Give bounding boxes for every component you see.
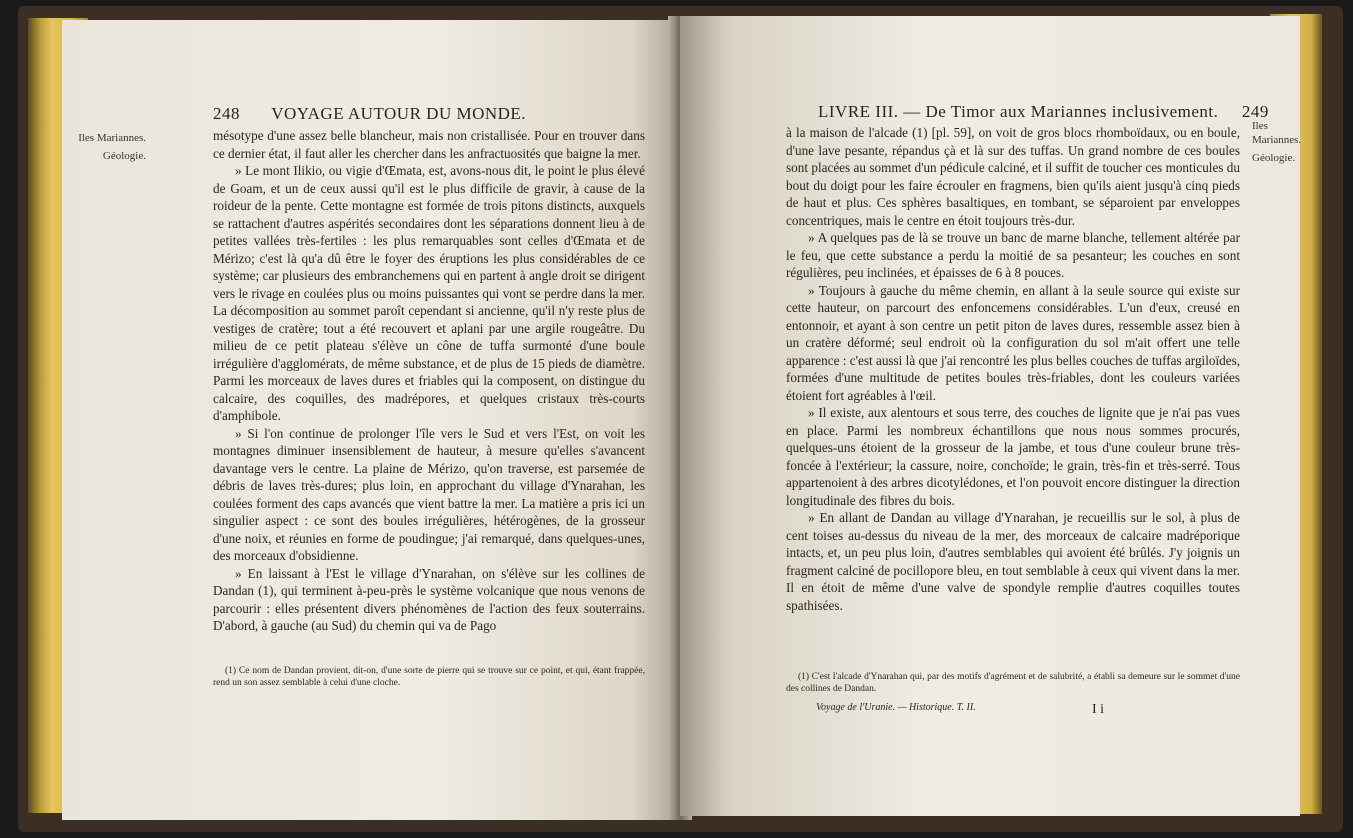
right-footnote-text: (1) C'est l'alcade d'Ynarahan qui, par des motifs d'agrément et de salubrité, a établi sa demeure sur le sommet d'une des collines de Dandan.	[786, 672, 1240, 694]
right-running-head	[818, 102, 1269, 122]
right-paragraph: » En allant de Dandan au village d'Ynarahan, je recueillis sur le sol, à plus de cent toises au-dessus du niveau de la mer, des morceaux de calcaire madréporique intacts, et, un peu plus loin, d'autres semblables qui avoient été brûlés. J'y joignis un fragment calciné de pocillopore bleu, en tout semblable à ceux qui vivent dans la mer. Il en étoit de même d'une valve de spondyle remplie d'autres coquilles toutes spathisées.	[786, 510, 1240, 613]
right-paragraph: » Toujours à gauche du même chemin, en allant à la seule source qui existe sur cette hauteur, on parcourt des enfoncemens considérables. L'un d'eux, creusé en entonnoir, et ayant à son centre un petit piton de laves dures, ressemble assez bien à un cratère déformé; seul endroit où la configuration du sol m'ait offert une telle apparence : c'est aussi là que j'ai rencontré les plus belles couches de tuffas argiloïdes, formées d'une multitude de petites boules très-friables, dont les couleurs variées étoient fort agréables à l'œil.	[786, 282, 1240, 403]
right-margin-notes	[1252, 119, 1302, 165]
right-signature-mark: I i	[1092, 702, 1105, 717]
left-paragraph: mésotype d'une assez belle blancheur, mais non cristallisée. Pour en trouver dans ce dernier état, il faut aller les chercher dans les anfractuosités que baigne la mer.	[213, 128, 645, 161]
right-page	[680, 16, 1300, 816]
left-paragraph: » Si l'on continue de prolonger l'île vers le Sud et vers l'Est, on voit les montagnes diminuer insensiblement de hauteur, à mesure qu'elles s'avancent davantage vers le centre. La plaine de Mérizo, qu'on traverse, est parsemée de débris de laves très-dures; plus loin, en approchant du village d'Ynarahan, les coulées forment des caps avancés que vient battre la mer. La matière a pris ici un singulier aspect : ce sont des boules irrégulières, hétérogènes, de la grosseur d'une noix, et réunies en forme de poudingue; j'ai remarqué, dans quelques-unes, des morceaux d'obsidienne.	[213, 425, 645, 563]
left-margin-topic: Géologie.	[102, 150, 146, 162]
left-margin-notes	[62, 131, 146, 163]
left-page	[62, 20, 682, 820]
left-paragraph: » Le mont Ilikio, ou vigie d'Œmata, est, avons-nous dit, le point le plus élevé de Goam, et un de ceux aussi qu'il est le plus difficile de gravir, à cause de la roideur de la pente. Cette montagne est formée de trois pitons distincts, auxquels se rattachent d'autres aspérités secondaires dont les séparations donnent lieu à de petites vallées très-fertiles : les plus remarquables sont celles d'Œmata et de Mérizo; c'est là qu'a dû être le foyer des éruptions les plus considérables de ce système; car plusieurs des embranchemens qui en partent à angle droit se dirigent vers le rivage en coulées plus ou moins puissantes qui vont se perdre dans la mer. La décomposition au sommet paroît cependant si ancienne, qu'il n'y reste plus de vestiges de cratère; tout a été recouvert et aplani par une argile rougeâtre. Du milieu de ce petit plateau s'élève un cône de tuffa surmonté d'une boule irrégulière d'agglomérats, de même substance, et de plus de 15 pieds de diamètre. Parmi les morceaux de laves dures et friables qui la composent, on distingue du calcaire, des coquilles, des madrépores, et quelques cristaux très-courts d'amphibole.	[213, 163, 645, 423]
left-running-head	[213, 104, 526, 124]
right-margin-topic: Géologie.	[1252, 152, 1296, 164]
right-footnote	[786, 671, 1240, 695]
right-margin-place: Iles Mariannes.	[1252, 120, 1302, 146]
right-paragraph: à la maison de l'alcade (1) [pl. 59], on voit de gros blocs rhomboïdaux, ou en boule, d'une lave pesante, répandus çà et là sur des tuffas. Un grand nombre de ces boules sont placées au sommet d'un pédicule calciné, et il suffit de toucher ces monticules du bout du doigt pour les faire écrouler en fragmens, bien qu'ils aient jusqu'à cinq pieds de haut et plus. Ces sphères basaltiques, en tombant, se séparoient par enveloppes concentriques, mais le centre en étoit toujours très-dur.	[786, 125, 1240, 228]
left-paragraph: » En laissant à l'Est le village d'Ynarahan, on s'élève sur les collines de Dandan (1), qui terminent à-peu-près le système volcanique que nous venons de parcourir : elles présentent divers phénomènes de l'action des feux souterrains. D'abord, à gauche (au Sud) du chemin qui va de Pago	[213, 565, 645, 633]
right-paragraph: » Il existe, aux alentours et sous terre, des couches de lignite que je n'ai pas vues en place. Parmi les nombreux échantillons que nous nous sommes procurés, quelques-uns étoient de la grosseur de la jambe, et tous d'une couleur brune très-foncée à l'extérieur; la cassure, noire, conchoïde; le grain, très-fin et très-serré. Tous appartenoient à des arbres dicotylédones, et l'on pouvoit encore distinguer la direction longitudinale des fibres du bois.	[786, 405, 1240, 508]
left-header-title: VOYAGE AUTOUR DU MONDE.	[271, 104, 527, 123]
right-body-text	[786, 124, 1240, 614]
left-margin-place: Iles Mariannes.	[78, 132, 146, 144]
left-footnote	[213, 665, 645, 689]
left-body-text	[213, 127, 645, 635]
right-page-number: 249	[1241, 102, 1269, 121]
right-header-title: LIVRE III. — De Timor aux Mariannes inclusivement.	[818, 102, 1219, 121]
right-imprint: Voyage de l'Uranie. — Historique. T. II.	[816, 702, 976, 713]
left-footnote-text: (1) Ce nom de Dandan provient, dit-on, d'une sorte de pierre qui se trouve sur ce point, et qui, étant frappée, rend un son assez semblable à celui d'une cloche.	[213, 666, 645, 688]
right-paragraph: » A quelques pas de là se trouve un banc de marne blanche, tellement altérée par le feu, que cette substance a perdu la moitié de sa pesanteur; les couches en sont régulières, peu inclinées, et épaisses de 6 à 8 pouces.	[786, 230, 1240, 280]
left-page-number: 248	[213, 104, 240, 123]
